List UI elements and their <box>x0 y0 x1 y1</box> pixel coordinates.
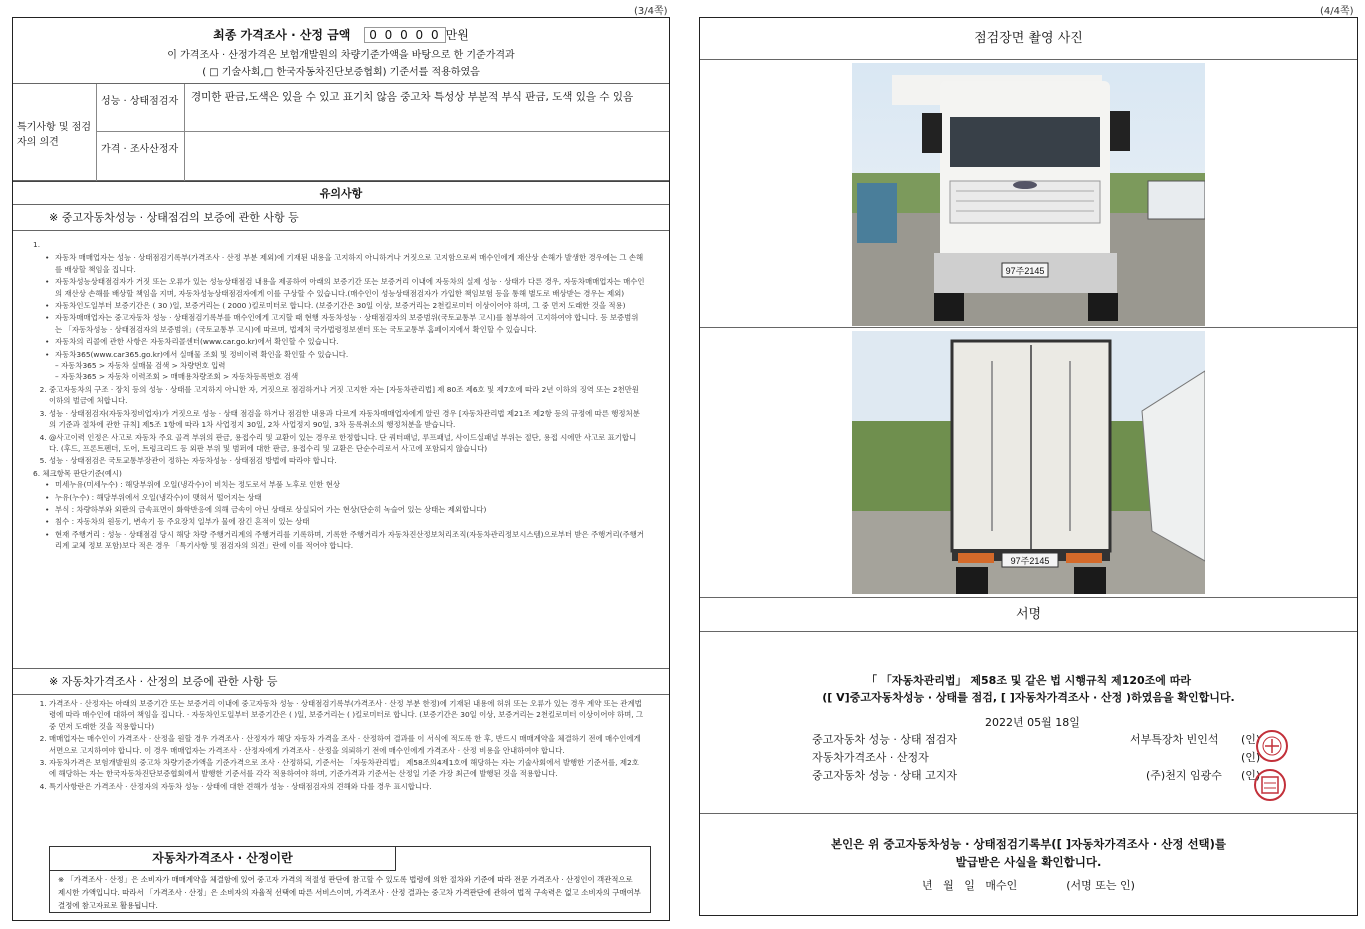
sign-date: 2022년 05월 18일 <box>985 716 1080 729</box>
list-item: • 누유(누수) : 해당부위에서 오일(냉각수)이 맺혀서 떨어지는 상태 <box>55 492 645 503</box>
front-truck-image <box>852 63 1205 326</box>
list-item: 2. 중고자동차의 구조 · 장치 등의 성능 · 상태를 고지하지 아니한 자, 거짓으로 점검하거나 거짓 고지한 자는 [자동차관리법] 제 80조 제6호 및 제7호에 따라 2년 이하의 징역 또는 2천만원 이하의 벌금에 처합니다. <box>49 384 645 407</box>
signer-seal-1: (인) <box>1241 733 1261 746</box>
signer-name-1: 서부특장차 빈인석 <box>1130 733 1219 746</box>
notice-title: 유의사항 <box>13 181 669 205</box>
list-item: 4. 특기사항란은 가격조사 · 산정자의 자동차 성능 · 상태에 대한 견해가 성능 · 상태점검자의 견해와 다를 경우 표시합니다. <box>49 781 645 792</box>
section1-item-1 <box>33 239 645 383</box>
appraiser-label: 가격 · 조사산정자 <box>97 132 185 181</box>
page-number-right: (4/4쪽) <box>1320 6 1354 17</box>
receipt-line-2: 발급받은 사실을 확인합니다. <box>955 855 1102 869</box>
final-price-amount: 0 0 0 0 0 <box>364 27 445 43</box>
photo-row-rear <box>700 328 1357 598</box>
signer-role-3: 중고자동차 성능 · 상태 고지자 <box>812 769 957 782</box>
list-item: 2. 매매업자는 매수인이 가격조사 · 산정을 원할 경우 가격조사 · 산정자가 해당 자동차 가격을 조사 · 산정하여 결과를 이 서식에 적도록 한 후, 반드시 매매계약을 체결하기 전에 매수인에게 서면으로 고지하여야 합니다. 이 경우 매매업자는 가격조사 · 산정자에게 가격조사 · 산정을 의뢰하기 전에 매수인에게 가격조사 · 산정 비용을 안내하여야 합니다. <box>49 733 645 756</box>
section2-title: ※ 자동차가격조사 · 산정의 보증에 관한 사항 등 <box>13 669 669 695</box>
info-box-text: ※ 「가격조사 · 산정」은 소비자가 매매계약을 체결함에 있어 중고자 가격의 적절성 판단에 참고할 수 있도록 법령에 의한 절차와 기준에 따라 전문 가격조사 · 산정인이 객관적으로 제시한 가액입니다. 따라서 「가격조사 · 산정」은 소비자의 자율적 선택에 따른 서비스이며, 가격조사 · 산정 결과는 중고차 가격판단에 관하여 법적 구속력은 없고 소비자의 구매여부 결정에 참고자료로 활용됩니다. <box>58 875 641 910</box>
receipt-line-1: 본인은 위 중고자동차성능 · 상태점검기록부([ ]자동차가격조사 · 산정 선택)를 <box>830 837 1227 851</box>
rear-truck-photo <box>852 331 1205 594</box>
inspector-opinion: 경미한 판금,도색은 있을 수 있고 표기치 않음 중고차 특성상 부분적 부식 판금, 도색 있을 수 있음 <box>185 84 669 132</box>
signer-role-1: 중고자동차 성능 · 상태 점검자 <box>812 733 957 746</box>
list-item: • 부식 : 차량하부와 외판의 금속표면이 화학반응에 의해 금속이 아닌 상태로 상실되어 가는 현상(단순히 녹슬어 있는 상태는 제외합니다) <box>55 504 645 515</box>
signature-section <box>700 632 1357 814</box>
list-item: 3. 성능 · 상태점검자(자동차정비업자)가 거짓으로 성능 · 상태 점검을 하거나 점검한 내용과 다르게 자동차매매업자에게 알린 경우 [자동차관리법 제21조 제2항 등의 규정에 따른 행정처분의 기준과 절차에 관한 규칙] 제5조 1항에 따라 1차 사업정지 30일, 2차 사업정지 90일, 3차 등록취소의 행정처분을 받습니다. <box>49 408 645 431</box>
seal-stamp-3-icon <box>1252 767 1288 803</box>
section1-item-6-entry <box>33 468 645 552</box>
seal-stamp-1-icon <box>1254 728 1290 764</box>
list-item: • 자동차인도일부터 보증기간은 ( 30 )일, 보증거리는 ( 2000 )킬로미터로 합니다. (보증기간은 30일 이상, 보증거리는 2천킬로미터 이상이어야 하며, 그 중 먼저 도래한 것을 적용) <box>55 300 645 311</box>
section1-item1-number: 1. <box>33 240 41 249</box>
page-number-left: (3/4쪽) <box>634 6 668 17</box>
list-item: • 자동차의 리콜에 관한 사항은 자동차리콜센터(www.car.go.kr)에서 확인할 수 있습니다. <box>55 336 645 347</box>
photos-title: 점검장면 촬영 사진 <box>700 18 1357 60</box>
section1-notes <box>13 231 669 669</box>
section1-item6-number: 6. <box>33 468 41 478</box>
list-item: • 침수 : 자동차의 원동기, 변속기 등 주요장치 일부가 물에 잠긴 흔적이 있는 상태 <box>55 516 645 527</box>
final-price-section <box>13 18 669 84</box>
section1-list-continued <box>13 384 669 467</box>
list-item: • 자동차 매매업자는 성능 · 상태점검기록부(가격조사 · 산정 부분 제외)에 기재된 내용을 고지하지 아니하거나 거짓으로 고지함으로써 매수인에게 재산상 손해가 발생한 경우에는 그 손해를 배상할 책임을 집니다. <box>55 252 645 275</box>
list-item: 5. 성능 · 상태점검은 국토교통부장관이 정하는 자동차성능 · 상태점검 방법에 따라야 합니다. <box>49 455 645 466</box>
section1-list <box>13 239 669 383</box>
confirm-line-2: ([ V]중고자동차성능 · 상태를 점검, [ ]자동차가격조사 · 산정 )하였음을 확인합니다. <box>822 691 1235 704</box>
signer-role-2: 자동차가격조사 · 산정자 <box>812 751 929 764</box>
front-truck-photo <box>852 63 1205 326</box>
receipt-section <box>700 814 1357 914</box>
final-price-desc-2: ( □ 기술사회,□ 한국자동차진단보증협회) 기준서를 적용하였음 <box>202 67 480 78</box>
section2-notes <box>13 698 669 843</box>
page-left <box>12 17 670 921</box>
buyer-signature-line: 년 월 일 매수인 (서명 또는 인) <box>922 879 1135 892</box>
list-item: 1. 가격조사 · 산정자는 아래의 보증기간 또는 보증거리 이내에 중고자동차 성능 · 상태점검기록부(가격조사 · 산정 부분 한정)에 기재된 내용에 허위 또는 오류가 있는 경우 계약 또는 관계법령에 따라 매수인에 대하여 책임을 집니다. · 자동차인도일부터 보증기간은 ( )일, 보증거리는 ( )킬로미터로 합니다. (보증기간은 30일 이상, 보증거리는 2천킬로미터 이상이어야 하며, 그 중 먼저 도래한 것을 적용합니다) <box>49 698 645 732</box>
final-price-label: 최종 가격조사 · 산정 금액 <box>213 28 351 42</box>
list-item: • 자동차365(www.car365.go.kr)에서 실매물 조회 및 정비이력 확인을 확인할 수 있습니다. – 자동차365 > 자동차 실매물 검색 > 차량번호 입력 – 자동차365 > 자동차 이력조회 > 매매용차량조회 > 자동차등록번호 검색 <box>55 349 645 383</box>
rear-plate-text: 97주2145 <box>1010 556 1050 566</box>
list-item: 3. 자동차가격은 보험개발원의 중고차 차량기준가액을 기준가격으로 조사 · 산정하되, 기준서는 「자동차관리법」 제58조의4제1호에 해당하는 자는 기술사회에서 발행한 기준서를, 제2호에 해당하는 자는 한국자동차진단보증협회에서 발행한 기준서를 각각 적용하여야 하며, 기준가격과 기준서는 산정일 기준 가장 최근에 발행된 것을 적용합니다. <box>49 757 645 780</box>
page-right <box>699 17 1358 916</box>
signer-seal-2: (인) <box>1241 751 1261 764</box>
final-price-unit: 만원 <box>445 28 469 42</box>
photo-row-front <box>700 60 1357 328</box>
price-appraisal-info-box <box>49 846 651 913</box>
section1-item1-bullets <box>33 252 645 382</box>
signature-title: 서명 <box>700 598 1357 632</box>
list-item: • 현재 주행거리 : 성능 · 상태점검 당시 해당 차량 주행거리계의 주행거리를 기록하며, 기록한 주행거리가 자동차진산정보처리조직(자동차관리정보시스템)으로부터 받은 주행거리(주행거리계 교체 정보 포함)보다 적은 경우 「특기사항 및 점검자의 의견」란에 이를 적어야 합니다. <box>55 529 645 552</box>
list-item: • 자동차성능상태점검자가 거짓 또는 오류가 있는 성능상태점검 내용을 제공하여 아래의 보증기간 또는 보증거리 이내에 자동차의 실제 성능 · 상태가 다른 경우, 자동차매매업자는 매수인의 재산상 손해를 배상할 책임을 지며, 자동차성능상태점검자에게 이를 구상할 수 있습니다.(매수인이 성능상태점검자가 가입한 책임보험 등을 통해 별도로 배상받는 경우는 제외) <box>55 276 645 299</box>
special-notes-label: 특기사항 및 점검자의 의견 <box>13 84 97 181</box>
section1-title: ※ 중고자동차성능 · 상태점검의 보증에 관한 사항 등 <box>13 205 669 231</box>
list-item: • 자동차매매업자는 중고자동차 성능 · 상태점검기록부를 매수인에게 고지할 때 현행 자동차성능 · 상태점검자의 보증범위(국토교통부 고시)를 첨부하여 고지하여야 합니다. 등 보증범위는 「자동차성능 · 상태점검자의 보증범위」(국토교통부 고시)에 따르며, 법제처 국가법령정보센터 또는 국토교통부 홈페이지에서 확인할 수 있습니다. <box>55 312 645 335</box>
section1-item-6 <box>13 468 669 552</box>
section2-list <box>13 698 669 792</box>
special-notes-table <box>13 84 669 181</box>
rear-truck-image <box>852 331 1205 594</box>
section1-item6-bullets <box>33 479 645 551</box>
inspector-label: 성능 · 상태점검자 <box>97 84 185 132</box>
list-item: • 미세누유(미세누수) : 해당부위에 오일(냉각수)이 비치는 정도로서 부품 노후로 인한 현상 <box>55 479 645 490</box>
confirm-line-1: 「 「자동차관리법」 제58조 및 같은 법 시행규칙 제120조에 따라 <box>865 674 1192 687</box>
list-item: 4. @사고이력 인정은 사고로 자동차 주요 골격 부위의 판금, 용접수리 및 교환이 있는 경우로 한정합니다. 단 쿼터패널, 루프패널, 사이드실패널 부위는 절단, 용접 시에만 사고로 표기합니다. (후드, 프론트펜더, 도어, 트렁크리드 등 외판 부위 및 범퍼에 대한 판금, 용접수리 및 교환은 단순수리로서 사고에 포함되지 않습니다) <box>49 432 645 455</box>
final-price-desc-1: 이 가격조사 · 산정가격은 보험개발원의 차량기준가액을 바탕으로 한 기준가격과 <box>167 50 515 61</box>
section1-item6-title: 체크항목 판단기준(예시) <box>42 468 122 478</box>
front-plate-text: 97주2145 <box>1005 266 1045 276</box>
signer-name-3: (주)천지 임광수 <box>1146 769 1222 782</box>
signer-seal-3: (인) <box>1241 769 1261 782</box>
info-box-title: 자동차가격조사 · 산정이란 <box>50 847 396 871</box>
